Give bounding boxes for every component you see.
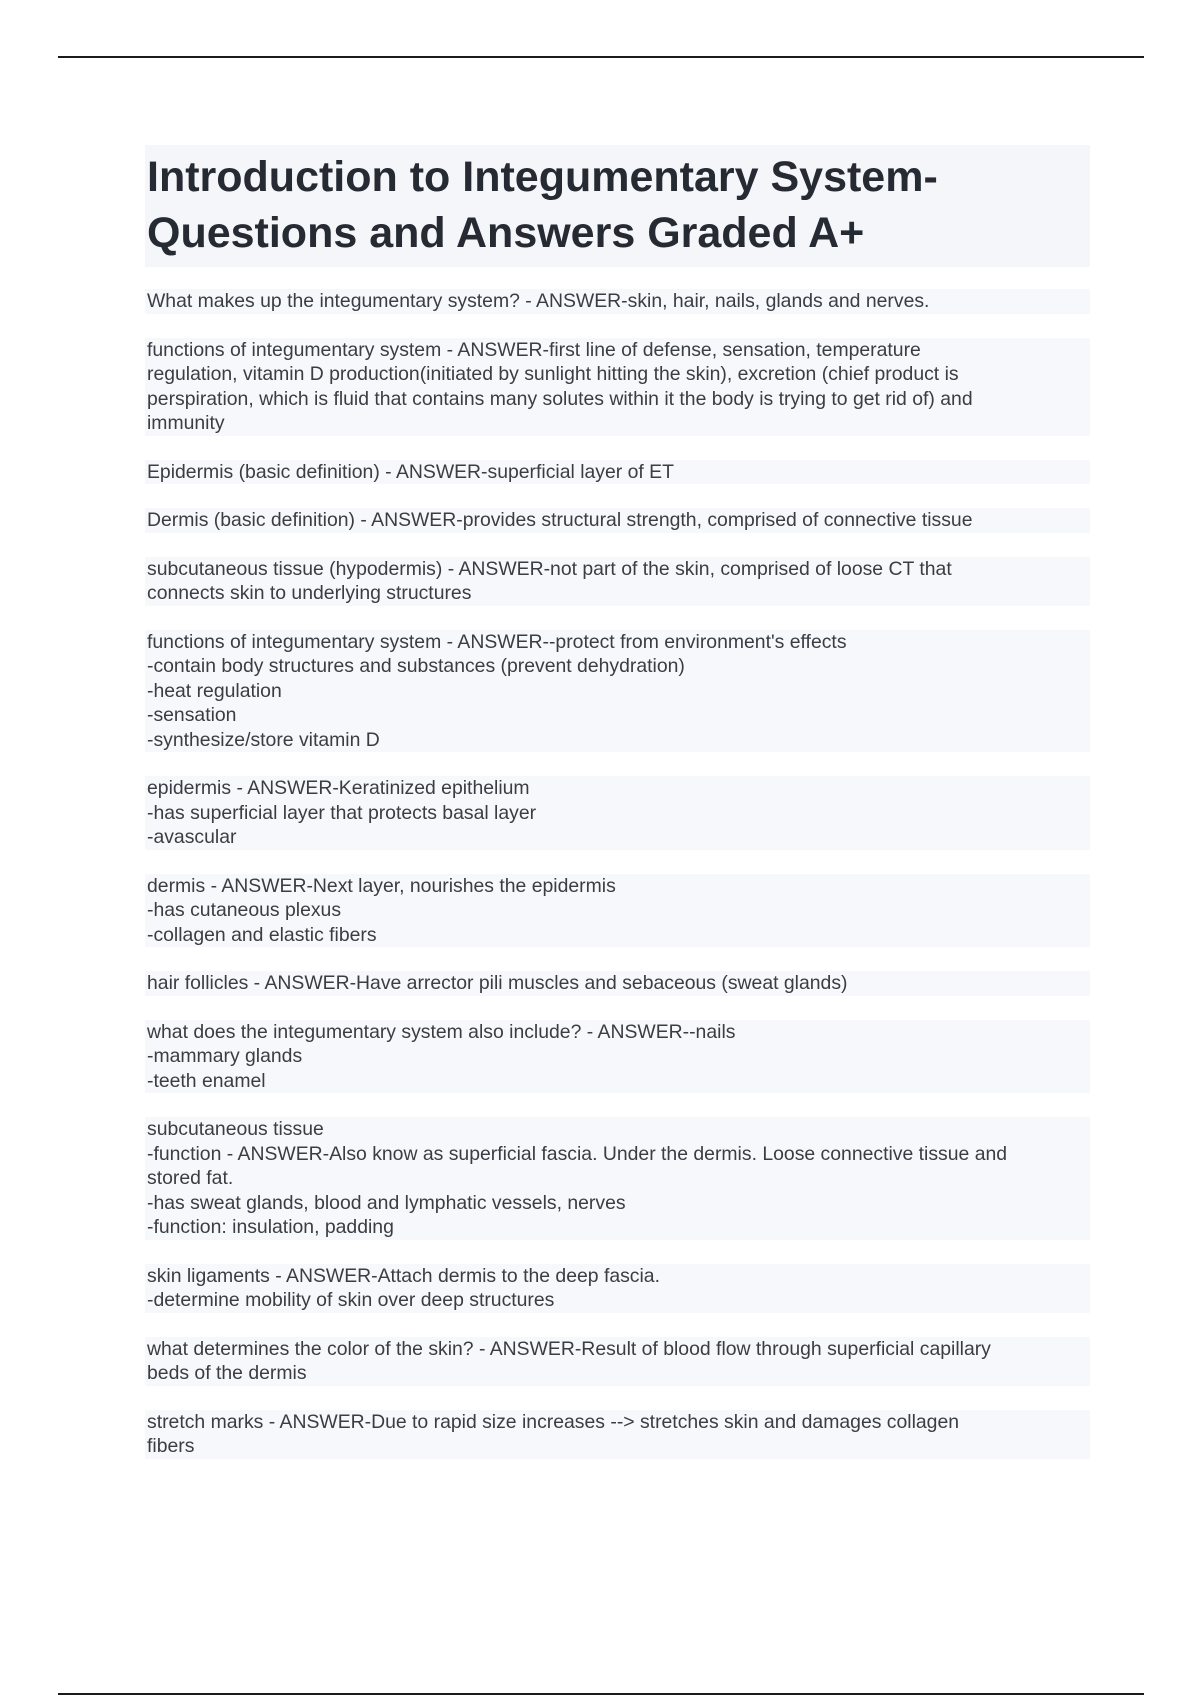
top-rule [58, 56, 1144, 58]
qa-item [145, 289, 1090, 314]
qa-line: -mammary glands [147, 1045, 303, 1067]
qa-item [145, 1410, 1090, 1459]
qa-line: hair follicles - ANSWER-Have arrector pili muscles and sebaceous (sweat glands) [147, 972, 848, 994]
qa-item [145, 971, 1090, 996]
qa-item [145, 338, 1090, 436]
qa-item [145, 874, 1090, 948]
qa-line: perspiration, which is fluid that contains many solutes within it the body is trying to get rid of) and [147, 387, 973, 410]
qa-item [145, 508, 1090, 533]
qa-line: functions of integumentary system - ANSWER--protect from environment's effects [147, 630, 847, 653]
qa-line: -teeth enamel [147, 1069, 266, 1092]
qa-line: What makes up the integumentary system? - ANSWER-skin, hair, nails, glands and nerves. [147, 290, 930, 312]
qa-line: -contain body structures and substances (prevent dehydration) [147, 655, 685, 677]
qa-line: -function - ANSWER-Also know as superficial fascia. Under the dermis. Loose connective tissue and [147, 1142, 1008, 1165]
qa-line: what determines the color of the skin? - ANSWER-Result of blood flow through superficial capillary [147, 1337, 991, 1360]
qa-item [145, 1337, 1090, 1386]
document-title [147, 149, 1086, 261]
title-line-2: Questions and Answers Graded A+ [147, 209, 865, 257]
qa-item [145, 460, 1090, 485]
qa-line: -synthesize/store vitamin D [147, 728, 380, 751]
title-block [145, 145, 1090, 267]
qa-line: skin ligaments - ANSWER-Attach dermis to the deep fascia. [147, 1264, 660, 1287]
qa-line: subcutaneous tissue [147, 1118, 324, 1140]
qa-line: -determine mobility of skin over deep structures [147, 1289, 555, 1311]
qa-line: what does the integumentary system also include? - ANSWER--nails [147, 1020, 736, 1043]
qa-line: -sensation [147, 704, 237, 726]
qa-item [145, 630, 1090, 753]
qa-line: -avascular [147, 826, 237, 848]
qa-line: stretch marks - ANSWER-Due to rapid size increases --> stretches skin and damages collagen [147, 1410, 960, 1433]
qa-line: epidermis - ANSWER-Keratinized epithelium [147, 777, 530, 799]
qa-line: -heat regulation [147, 679, 282, 702]
qa-line: -has cutaneous plexus [147, 899, 342, 921]
title-line-1: Introduction to Integumentary System- [147, 153, 938, 201]
qa-line: Epidermis (basic definition) - ANSWER-superficial layer of ET [147, 460, 674, 483]
qa-line: dermis - ANSWER-Next layer, nourishes the epidermis [147, 874, 616, 897]
qa-line: Dermis (basic definition) - ANSWER-provides structural strength, comprised of connective tissue [147, 509, 973, 531]
qa-line: subcutaneous tissue (hypodermis) - ANSWER-not part of the skin, comprised of loose CT that [147, 557, 952, 580]
qa-line: regulation, vitamin D production(initiated by sunlight hitting the skin), excretion (chief product is [147, 363, 959, 385]
qa-line: -function: insulation, padding [147, 1216, 394, 1238]
qa-line: beds of the dermis [147, 1362, 307, 1384]
qa-line: connects skin to underlying structures [147, 582, 472, 604]
qa-item [145, 1117, 1090, 1240]
qa-line: -collagen and elastic fibers [147, 923, 377, 946]
qa-item [145, 557, 1090, 606]
qa-line: -has sweat glands, blood and lymphatic vessels, nerves [147, 1191, 626, 1214]
qa-item [145, 776, 1090, 850]
document-body [145, 145, 1090, 1483]
bottom-rule [58, 1693, 1144, 1695]
qa-line: -has superficial layer that protects basal layer [147, 801, 537, 824]
qa-item [145, 1020, 1090, 1094]
qa-line: stored fat. [147, 1167, 234, 1189]
qa-item [145, 1264, 1090, 1313]
qa-line: functions of integumentary system - ANSWER-first line of defense, sensation, temperature [147, 338, 921, 361]
qa-list [145, 289, 1090, 1459]
qa-line: immunity [147, 412, 225, 434]
qa-line: fibers [147, 1435, 195, 1457]
